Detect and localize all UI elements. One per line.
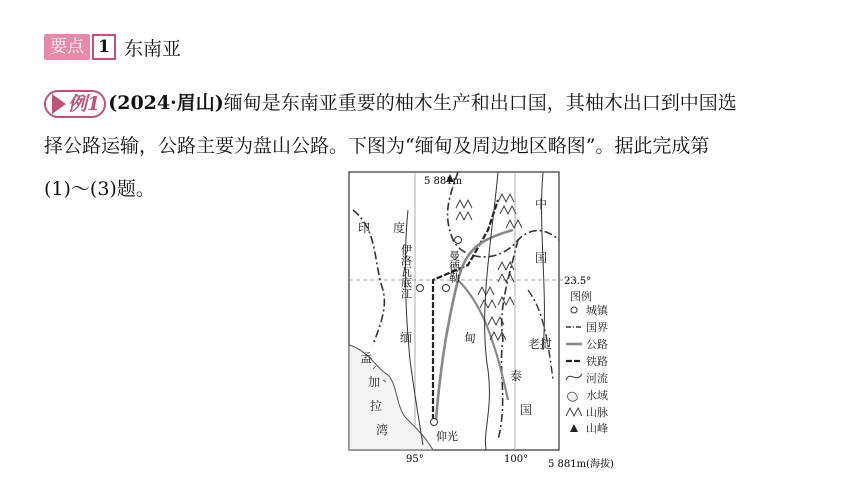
peak-label-top: 5 881m: [424, 176, 463, 187]
city-marker-mandalay: [443, 285, 450, 292]
tick-23-5: 23.5°: [564, 276, 592, 287]
label-irrawaddy: 伊洛瓦底江: [399, 244, 413, 299]
legend-peak: 山峰: [586, 422, 608, 435]
label-myanmar-1: 缅: [400, 331, 413, 345]
label-bay-4: 湾: [376, 423, 389, 437]
legend-river: 河流: [586, 372, 608, 385]
question-text-1: 缅甸是东南亚重要的柚木生产和出口国，其柚木出口到中国选: [223, 92, 737, 114]
legend-title: 图例: [570, 290, 592, 303]
tick-100: 100°: [504, 454, 529, 465]
label-bay-1: 孟: [360, 351, 373, 365]
label-bay-2: 加: [368, 375, 381, 389]
play-icon: [52, 94, 66, 114]
label-thailand-1: 泰: [510, 369, 523, 383]
paragraph-line-1: [44, 82, 834, 125]
label-yangon: 仰光: [436, 430, 458, 443]
key-point-number: 1: [92, 34, 116, 60]
map-legend: [566, 289, 609, 435]
label-china-1: 中: [535, 197, 548, 211]
label-thailand-2: 国: [520, 403, 533, 417]
label-mandalay: 曼德勒: [447, 250, 461, 283]
legend-border: 国界: [586, 321, 608, 334]
map-svg: [348, 170, 618, 470]
peak-label-bottom: 5 881m(海拔): [548, 459, 614, 470]
legend-railway: 铁路: [586, 355, 608, 368]
myanmar-map: [348, 170, 618, 470]
key-point-tag: 要点: [44, 34, 90, 60]
legend-highway: 公路: [586, 338, 608, 351]
example-badge: [44, 90, 106, 118]
paragraph-line-2: 择公路运输，公路主要为盘山公路。下图为“缅甸及周边地区略图”。据此完成第: [44, 135, 710, 157]
label-myanmar-2: 甸: [464, 331, 477, 345]
paragraph-line-3: (1)～(3)题。: [44, 178, 155, 200]
example-badge-label: 例1: [68, 93, 101, 115]
city-marker-yangon: [431, 419, 438, 426]
section-title: 东南亚: [124, 37, 182, 60]
source-citation: (2024·眉山): [108, 92, 224, 114]
city-marker-west: [417, 285, 424, 292]
label-laos: 老挝: [528, 337, 553, 351]
label-bay-3: 拉: [370, 399, 383, 413]
city-marker-north: [455, 237, 462, 244]
legend-water: 水域: [586, 389, 608, 402]
section-header: [44, 33, 181, 61]
legend-city: 城镇: [586, 304, 608, 317]
label-china-2: 国: [535, 251, 548, 265]
legend-mountain: 山脉: [586, 406, 608, 419]
tick-95: 95°: [406, 454, 424, 465]
label-india-2: 度: [393, 221, 406, 235]
label-india-1: 印: [358, 221, 371, 235]
